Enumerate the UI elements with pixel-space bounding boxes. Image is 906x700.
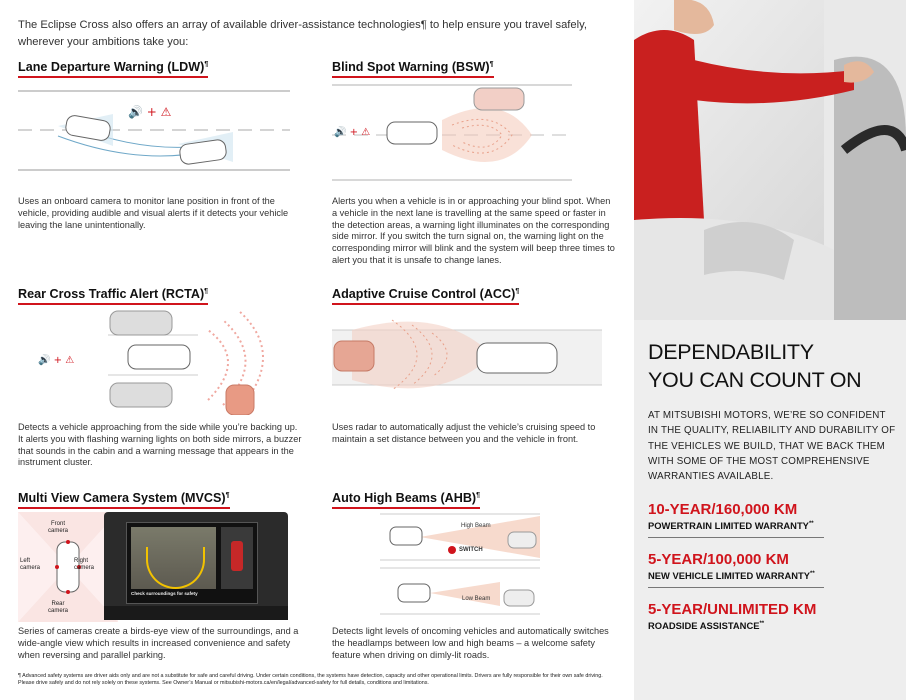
warranty-panel (634, 320, 906, 700)
feature-desc: Series of cameras create a birds-eye view of the surroundings, and a wide-angle view which results in increased convenience and safety when reversing and parallel parking. (18, 626, 299, 660)
panel-text: AT MITSUBISHI MOTORS, WE’RE SO CONFIDENT IN THE QUALITY, RELIABILITY AND DURABILITY OF THE VEHICLES WE BUILD, THAT WE BACK THEM WITH SOME OF THE MOST COMPREHENSIVE WARRANTIES AVAILABLE. (648, 410, 896, 483)
screen-message: Check surroundings for safety (131, 591, 198, 596)
feature-title: Rear Cross Traffic Alert (RCTA)¶ (18, 287, 208, 305)
feature-ahb (332, 489, 480, 509)
car-icon (474, 88, 524, 110)
feature-title: Auto High Beams (AHB)¶ (332, 491, 480, 509)
switch-icon (448, 546, 456, 554)
footnote: ¶ Advanced safety systems are driver aids only and are not a substitute for safe and careful driving. Under certain conditions, the systems have detection, capacity and other operational limits. Drivers are fully responsible for their own safe driving. Please drive safely and do not rely solely on these systems. See Owner’s Manual or mitsubishi-motors.ca/en/legal/advanced-safety for full details, conditions and limitations. (18, 673, 603, 686)
car-icon (110, 311, 172, 335)
front-camera-label: Front camera (48, 521, 69, 534)
car-icon (387, 122, 437, 144)
car-icon (508, 532, 536, 548)
warranty-title: 10-YEAR/160,000 KM (648, 501, 798, 518)
panel-headline: DEPENDABILITY YOU CAN COUNT ON (648, 340, 862, 392)
high-beam-label: High Beam (461, 523, 491, 529)
rear-camera-label: Rear camera (48, 601, 69, 614)
feature-desc: Detects a vehicle approaching from the side while you’re backing up. It alerts you with flashing warning lights on both side mirrors, a buzzer that sounds in the cabin and a warning message that appears in the instrument cluster. (18, 422, 302, 468)
warranty-item (648, 601, 824, 631)
right-camera-label: Right camera (74, 558, 95, 571)
ldw-illustration (18, 86, 290, 174)
svg-text:🔊 + ⚠: 🔊 + ⚠ (334, 127, 371, 138)
warranty-item (648, 501, 824, 538)
intro-text: The Eclipse Cross also offers an array of available driver-assistance technologies¶ to help ensure you travel safely, wherever your ambitions take you: (18, 19, 587, 48)
feature-bsw (332, 58, 494, 78)
car-icon (110, 383, 172, 407)
acc-illustration (332, 305, 602, 395)
feature-title: Multi View Camera System (MVCS)¶ (18, 491, 230, 509)
feature-desc: Uses an onboard camera to monitor lane position in front of the vehicle, providing audible and visual alerts if it detects your vehicle leaving the lane unintentionally. (18, 196, 289, 230)
warranty-item (648, 551, 824, 588)
mvcs-screen-photo (104, 512, 288, 620)
svg-text:🔊 + ⚠: 🔊 + ⚠ (38, 355, 75, 366)
warranty-sub: ROADSIDE ASSISTANCE** (648, 620, 765, 631)
feature-title: Lane Departure Warning (LDW)¶ (18, 60, 208, 78)
feature-title: Blind Spot Warning (BSW)¶ (332, 60, 494, 78)
feature-mvcs (18, 489, 230, 509)
car-icon (398, 584, 430, 602)
feature-desc: Alerts you when a vehicle is in or approaching your blind spot. When a vehicle in the next lane is travelling at the same speed or faster in the detection areas, a warning light illuminates on the corresponding side mirror. If you switch the turn signal on, the warning light on the corresponding mirror will blink and the system will beep three times to alert you that it is unsafe to change lanes. (332, 196, 615, 265)
feature-ldw (18, 58, 208, 78)
driver-photo (634, 0, 906, 320)
car-icon (504, 590, 534, 606)
car-icon (477, 343, 557, 373)
feature-desc: Detects light levels of oncoming vehicles and automatically switches the headlamps between low and high beams – a welcome safety feature when driving on dimly-lit roads. (332, 626, 609, 660)
warranty-title: 5-YEAR/UNLIMITED KM (648, 601, 817, 618)
feature-rcta (18, 285, 208, 305)
svg-text:🔊 + ⚠: 🔊 + ⚠ (128, 105, 172, 119)
feature-desc: Uses radar to automatically adjust the vehicle’s cruising speed to maintain a set distance between you and the vehicle in front. (332, 422, 596, 444)
car-icon (390, 527, 422, 545)
feature-title: Adaptive Cruise Control (ACC)¶ (332, 287, 519, 305)
switch-label: SWITCH (459, 547, 483, 553)
car-icon (334, 341, 374, 371)
car-icon (226, 385, 254, 415)
warranty-sub: NEW VEHICLE LIMITED WARRANTY** (648, 570, 815, 581)
rcta-illustration (18, 305, 288, 415)
warranty-sub: POWERTRAIN LIMITED WARRANTY** (648, 520, 814, 531)
warranty-title: 5-YEAR/100,000 KM (648, 551, 789, 568)
low-beam-label: Low Beam (462, 596, 491, 602)
bsw-illustration (332, 80, 572, 185)
left-camera-label: Left camera (20, 558, 41, 571)
car-icon (128, 345, 190, 369)
ahb-illustration (380, 510, 540, 618)
feature-acc (332, 285, 519, 305)
